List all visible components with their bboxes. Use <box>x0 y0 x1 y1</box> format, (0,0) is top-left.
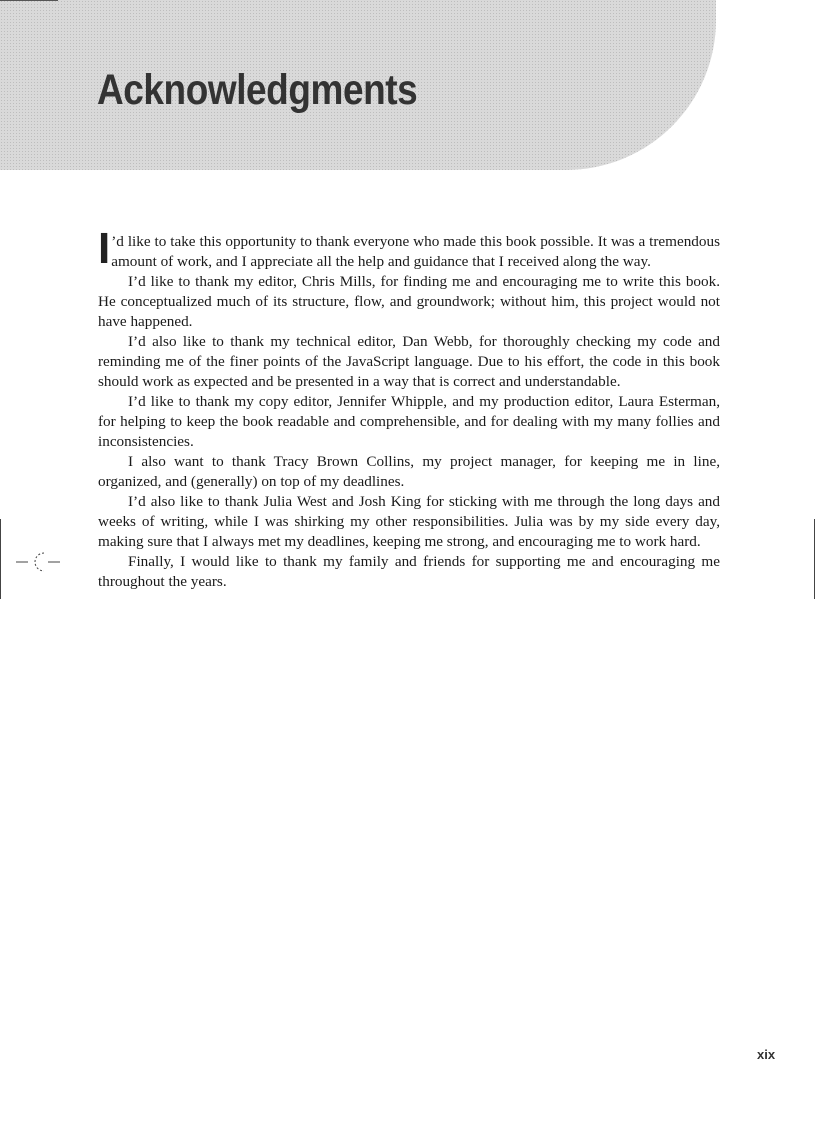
body-text <box>98 224 720 592</box>
paragraph-1 <box>98 224 720 273</box>
page-number: xix <box>757 1047 776 1062</box>
paragraph-6: I’d also like to thank Julia West and Josh King for sticking with me through the long days and weeks of writing, while I was shirking my other responsibilities. Julia was by my side every day, making sure that I always met my deadlines, keeping me strong, and encouraging me to work hard. <box>98 493 720 550</box>
crop-mark-right <box>814 519 815 599</box>
paragraph-2: I’d like to thank my editor, Chris Mills, for finding me and encouraging me to write this book. He conceptualized much of its structure, flow, and groundwork; without him, this project would not have happened. <box>98 273 720 330</box>
paragraph-3: I’d also like to thank my technical editor, Dan Webb, for thoroughly checking my code and reminding me of the finer points of the JavaScript language. Due to his effort, the code in this book should work as expected and be presented in a way that is correct and understandable. <box>98 333 720 390</box>
paragraph-5: I also want to thank Tracy Brown Collins, my project manager, for keeping me in line, organized, and (generally) on top of my deadlines. <box>98 453 720 490</box>
chapter-title: Acknowledgments <box>97 66 418 114</box>
top-rule <box>0 0 58 1</box>
paragraph-7: Finally, I would like to thank my family and friends for supporting me and encouraging me throughout the years. <box>98 553 720 590</box>
drop-cap: I <box>98 224 111 273</box>
registration-mark-icon <box>16 550 60 574</box>
crop-mark-left <box>0 519 1 599</box>
paragraph-1-text: ’d like to take this opportunity to thank everyone who made this book possible. It was a tremendous amount of work, and I appreciate all the help and guidance that I received along the way. <box>111 233 720 270</box>
paragraph-4: I’d like to thank my copy editor, Jennifer Whipple, and my production editor, Laura Esterman, for helping to keep the book readable and comprehensible, and for dealing with my many follies and inconsistencies. <box>98 393 720 450</box>
